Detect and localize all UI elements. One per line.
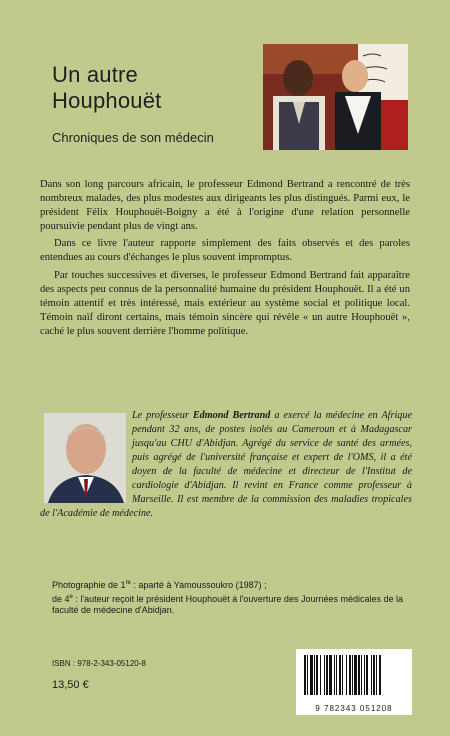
- isbn-number: ISBN : 978-2-343-05120-8: [52, 659, 146, 668]
- back-cover-blurb: [40, 178, 410, 342]
- book-price: 13,50 €: [52, 679, 89, 691]
- blurb-paragraph: Par touches successives et diverses, le professeur Edmond Bertrand fait apparaître des aspects peu connus de la personnalité humaine du président Houphouët. Il a été un témoin attentif et très intéressé, mais extérieur au système social et politique local. Témoin naïf diront certains, mais témoin sincère qui révèle « un autre Houphouët », caché le plus souvent derrière l'homme politique.: [40, 269, 410, 337]
- barcode-digits: 9 782343 051208: [315, 704, 393, 713]
- photo-credits-caption: [52, 578, 412, 617]
- book-title-line1: Un autre: [52, 62, 138, 87]
- blurb-paragraph: Dans ce livre l'auteur rapporte simplement des faits observés et des paroles entendues au cours d'échanges le plus souvent impromptus.: [40, 238, 410, 264]
- barcode-bars: [296, 649, 412, 701]
- barcode-icon: [296, 649, 412, 715]
- caption-line2: de 4e : l'auteur reçoit le président Houphouët à l'ouverture des Journées médicales de la faculté de médecine d'Abidjan.: [52, 593, 404, 615]
- cover-photo-houphouet-and-author: [263, 44, 408, 150]
- book-title-line2: Houphouët: [52, 88, 162, 113]
- blurb-paragraph: Dans son long parcours africain, le professeur Edmond Bertrand a rencontré de très nombreux malades, des plus modestes aux dirigeants les plus distingués. Parmi eux, le président Félix Houphouët-Boigny a été à l'origine d'une relation personnelle poursuivie pendant plus de vingt ans.: [40, 179, 410, 233]
- portrait-spacer: [40, 409, 132, 503]
- bio-author-name: Edmond Bertrand: [192, 410, 271, 421]
- bio-prefix: Le professeur: [132, 410, 193, 421]
- caption-line1: Photographie de 1re : aparté à Yamoussoukro (1987) ;: [52, 580, 267, 590]
- author-biography: [40, 409, 412, 521]
- book-title: [52, 62, 161, 114]
- bio-text: a exercé la médecine en Afrique pendant 32 ans, de postes isolés au Cameroun et à Madagascar jusqu'au CHU d'Abidjan. Agrégé du service de santé des armées, puis agrégé de l'université française et expert de l'OMS, il a été doyen de la faculté de médecine et directeur de l'Institut de cardiologie d'Abidjan. Il revint en France comme professeur à Marseille. Il est membre de la commission des maladies tropicales de l'Académie de médecine.: [40, 410, 412, 519]
- book-subtitle: Chroniques de son médecin: [52, 130, 214, 145]
